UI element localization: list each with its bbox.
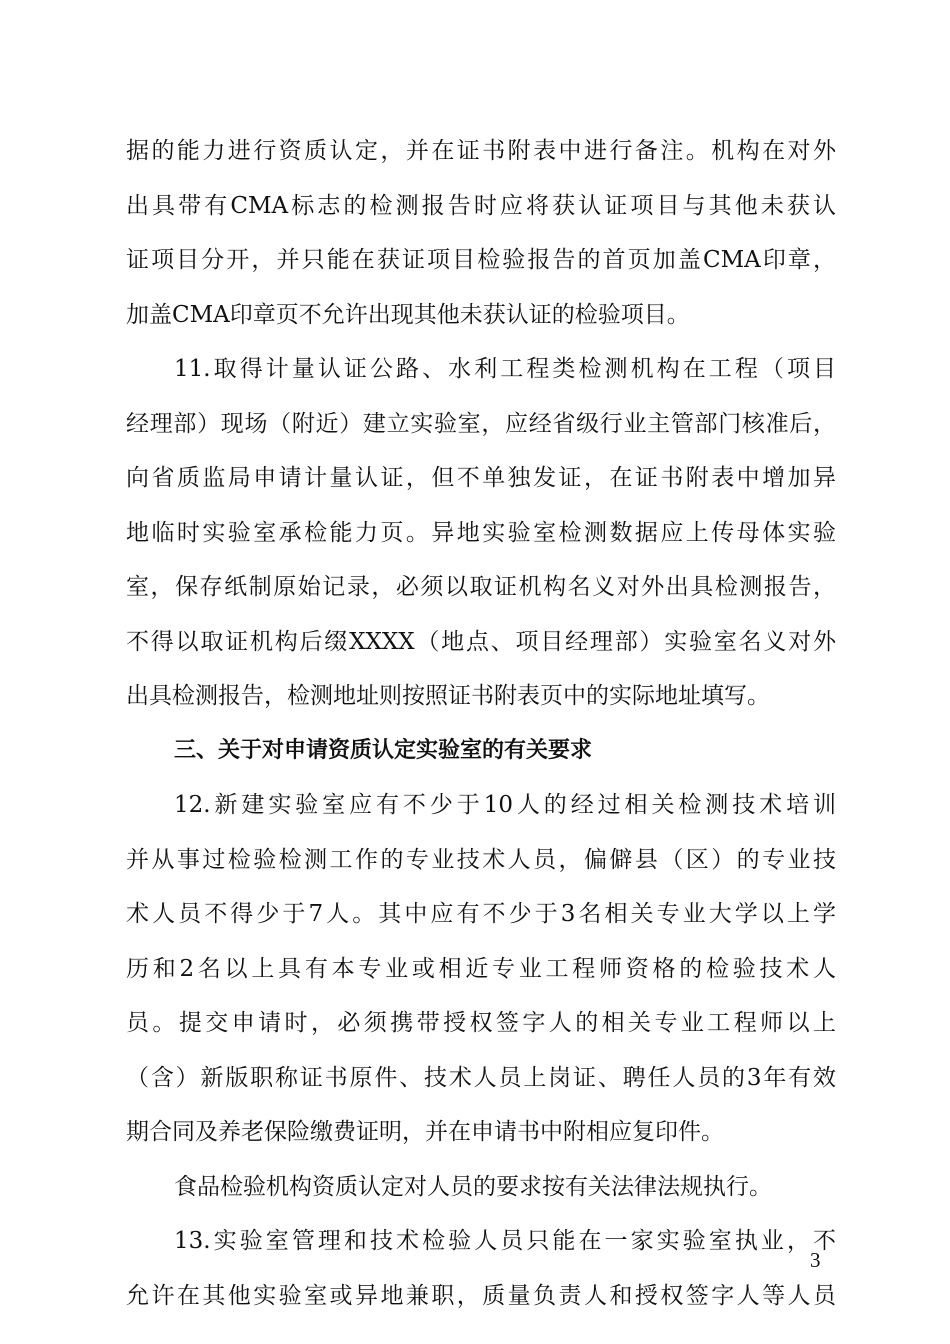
text-line: 证项目分开，并只能在获证项目检验报告的首页加盖CMA印章，	[126, 247, 836, 273]
section-heading: 三、关于对申请资质认定实验室的有关要求	[174, 737, 593, 763]
text-line: 室，保存纸制原始记录，必须以取证机构名义对外出具检测报告，	[126, 574, 836, 600]
text-line: 历和2名以上具有本专业或相近专业工程师资格的检验技术人	[126, 955, 836, 982]
text-line: 术人员不得少于7人。其中应有不少于3名相关专业大学以上学	[126, 901, 836, 927]
text-line: 13.实验室管理和技术检验人员只能在一家实验室执业，不	[174, 1228, 836, 1254]
text-line: 据的能力进行资质认定，并在证书附表中进行备注。机构在对外	[126, 138, 836, 164]
text-line: 出具检测报告，检测地址则按照证书附表页中的实际地址填写。	[126, 683, 770, 709]
text-line: 食品检验机构资质认定对人员的要求按有关法律法规执行。	[174, 1173, 772, 1200]
text-line: 经理部）现场（附近）建立实验室，应经省级行业主管部门核准后，	[126, 410, 836, 437]
text-line: 11.取得计量认证公路、水利工程类检测机构在工程（项目	[174, 356, 836, 382]
document-body	[126, 124, 836, 1323]
page-number: 3	[810, 1248, 821, 1272]
text-line: 地临时实验室承检能力页。异地实验室检测数据应上传母体实验	[126, 519, 836, 546]
text-line: 不得以取证机构后缀XXXX（地点、项目经理部）实验室名义对外	[126, 628, 836, 655]
text-line: 期合同及养老保险缴费证明，并在申请书中附相应复印件。	[126, 1119, 724, 1145]
text-line: 向省质监局申请计量认证，但不单独发证，在证书附表中增加异	[126, 465, 836, 491]
text-line: 允许在其他实验室或异地兼职，质量负责人和授权签字人等人员	[126, 1282, 836, 1309]
text-line: 员。提交申请时，必须携带授权签字人的相关专业工程师以上	[126, 1010, 836, 1036]
text-line: 并从事过检验检测工作的专业技术人员，偏僻县（区）的专业技	[126, 846, 836, 873]
text-line: 出具带有CMA标志的检测报告时应将获认证项目与其他未获认	[126, 192, 836, 219]
text-line: 加盖CMA印章页不允许出现其他未获认证的检验项目。	[126, 301, 690, 328]
text-line: 12.新建实验室应有不少于10人的经过相关检测技术培训	[174, 792, 836, 818]
text-line: （含）新版职称证书原件、技术人员上岗证、聘任人员的3年有效	[126, 1064, 836, 1091]
